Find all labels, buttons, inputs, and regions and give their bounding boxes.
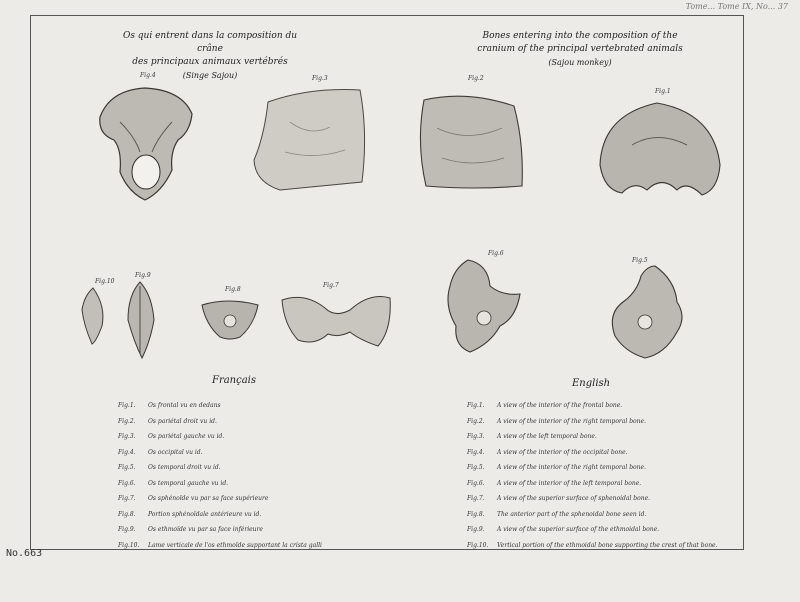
legend-english-caption: A view of the superior surface of sphenoidal bone. [497,495,651,502]
legend-french-row [118,464,418,480]
sphenoid-bone-drawing [280,290,395,352]
legend-french-row [118,418,418,434]
legend-french-row [118,526,418,542]
legend-english-fig-number: Fig.10. [467,541,489,549]
frontal-bone-drawing [592,95,727,200]
fig8-label: Fig.8 [225,286,241,293]
legend-french-caption: Os pariétal droit vu id. [148,417,217,425]
heading-english: English [572,378,611,389]
corner-reference: Tome... Tome IX, No... 37 [685,2,788,11]
fig4-label: Fig.4 [140,72,156,79]
right-parietal-bone-drawing [412,88,527,193]
legend-english-caption: A view of the superior surface of the ethmoidal bone. [497,526,660,533]
left-parietal-bone-drawing [250,82,375,194]
legend-french-caption: Os pariétal gauche vu id. [148,433,225,440]
legend-english-fig-number: Fig.3. [467,433,485,440]
title-french-line2: des principaux animaux vertébrés [132,57,288,67]
title-english-line3: (Sajou monkey) [548,58,612,67]
occipital-bone-drawing [90,82,200,207]
legend-english-row [467,480,732,496]
fig1-label: Fig.1 [655,88,671,95]
fig2-label: Fig.2 [468,75,484,82]
legend-english-fig-number: Fig.5. [467,464,485,471]
legend-english-row [467,464,732,480]
legend-french-caption: Os occipital vu id. [148,448,203,456]
legend-french-row [118,449,418,465]
legend-english-fig-number: Fig.1. [467,402,485,409]
fig9-label: Fig.9 [135,272,151,279]
fig3-label: Fig.3 [312,75,328,82]
legend-french-caption: Lame verticale de l'os ethmoïde supportant la crista galli [148,541,322,549]
fig7-label: Fig.7 [323,282,339,289]
legend-english-fig-number: Fig.2. [467,417,485,425]
title-english-line2: cranium of the principal vertebrated animals [477,44,683,54]
legend-french-fig-number: Fig.10. [118,541,140,549]
legend-french-caption: Os temporal droit vu id. [148,464,221,471]
legend-french-row [118,480,418,496]
legend-french-caption: Os ethmoïde vu par sa face inférieure [148,526,263,533]
legend-english-fig-number: Fig.6. [467,479,485,487]
legend-english-row [467,495,732,511]
left-temporal-bone-drawing [440,256,525,358]
legend-english-row [467,449,732,465]
fig10-label: Fig.10 [95,278,115,285]
title-french-line1: Os qui entrent dans la composition du crâne [122,31,298,54]
legend-english-caption: A view of the left temporal bone. [497,433,597,440]
legend-english-caption: A view of the interior of the left temporal bone. [497,479,642,487]
legend-french-row [118,511,418,527]
legend-english-row [467,402,732,418]
legend-french-fig-number: Fig.6. [118,479,136,487]
legend-french-fig-number: Fig.5. [118,464,136,471]
legend-french-fig-number: Fig.9. [118,526,136,533]
legend-english [467,402,732,557]
legend-english-row [467,418,732,434]
title-english [475,30,685,69]
legend-english-row [467,433,732,449]
legend-french-row [118,402,418,418]
ethmoid-vertical-plate-drawing [78,286,108,346]
legend-french-fig-number: Fig.4. [118,448,136,456]
legend-english-fig-number: Fig.9. [467,526,485,533]
title-french-line3: (Singe Sajou) [182,71,238,80]
plate-number: No.663 [6,548,43,559]
legend-english-fig-number: Fig.7. [467,495,485,502]
legend-french-row [118,542,418,558]
title-english-line1: Bones entering into the composition of the [482,31,678,41]
legend-english-caption: Vertical portion of the ethmoidal bone supporting the crest of that bone. [497,541,718,549]
legend-french-row [118,433,418,449]
legend-english-row [467,511,732,527]
legend-french-fig-number: Fig.2. [118,417,136,425]
legend-french-fig-number: Fig.3. [118,433,136,440]
legend-french-caption: Os frontal vu en dedans [148,402,221,409]
ethmoid-bone-drawing [120,280,160,360]
legend-french-caption: Portion sphénoïdale antérieure vu id. [148,510,262,518]
anterior-sphenoid-drawing [198,295,263,343]
legend-french-row [118,495,418,511]
legend-french [118,402,418,557]
legend-english-caption: A view of the interior of the right temporal bone. [497,417,646,425]
legend-english-caption: A view of the interior of the frontal bone. [497,402,623,409]
heading-french: Français [212,375,257,386]
legend-french-fig-number: Fig.1. [118,402,136,409]
fig5-label: Fig.5 [632,257,648,264]
legend-french-fig-number: Fig.7. [118,495,136,502]
legend-english-row [467,526,732,542]
legend-english-fig-number: Fig.4. [467,448,485,456]
legend-english-row [467,542,732,558]
legend-english-caption: A view of the interior of the occipital bone. [497,448,628,456]
legend-french-fig-number: Fig.8. [118,510,136,518]
legend-english-caption: The anterior part of the sphenoidal bone seen id. [497,510,647,518]
legend-french-caption: Os temporal gauche vu id. [148,479,229,487]
legend-english-caption: A view of the interior of the right temporal bone. [497,464,646,471]
fig6-label: Fig.6 [488,250,504,257]
legend-french-caption: Os sphénoïde vu par sa face supérieure [148,495,269,502]
right-temporal-bone-drawing [605,262,690,362]
legend-english-fig-number: Fig.8. [467,510,485,518]
